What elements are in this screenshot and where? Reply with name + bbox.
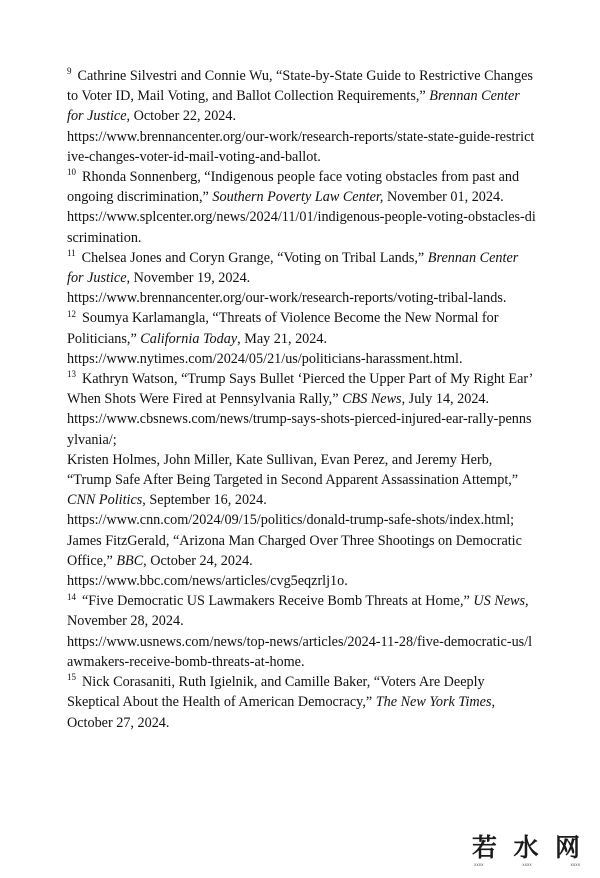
footnote-line — [67, 288, 537, 308]
footnote-number: 14 — [67, 591, 76, 602]
footnote-line — [67, 308, 537, 348]
citation-text: Soumya Karlamangla, “Threats of Violence Become the New Normal for Politicians,” — [67, 310, 499, 347]
footnote-line — [67, 127, 537, 167]
footnotes-list — [67, 66, 537, 733]
footnote-line — [67, 167, 537, 207]
footnote-13 — [67, 369, 537, 591]
watermark-char: 水 — [513, 833, 541, 862]
footnote-url: https://www.usnews.com/news/top-news/articles/2024-11-28/five-democratic-us/lawmakers-receive-bomb-threats-at-home. — [67, 633, 533, 670]
publication-title: US News, — [473, 593, 529, 610]
footnote-line — [67, 409, 537, 449]
watermark-subtext — [472, 862, 582, 868]
publication-title: Brennan Center for Justice — [67, 88, 520, 125]
publication-title: Southern Poverty Law Center, — [212, 189, 384, 206]
footnote-number: 10 — [67, 167, 76, 178]
footnote-line — [67, 369, 537, 409]
watermark-characters — [472, 834, 582, 862]
watermark-logo — [472, 834, 582, 874]
citation-text: November 28, 2024. — [67, 613, 184, 630]
footnote-number: 15 — [67, 672, 76, 683]
publication-title: BBC — [116, 552, 144, 569]
footnote-url: https://www.cnn.com/2024/09/15/politics/donald-trump-safe-shots/index.html; — [67, 512, 515, 529]
publication-title: CBS News — [342, 391, 402, 408]
footnote-line — [67, 531, 537, 571]
footnote-line — [67, 672, 537, 733]
footnote-9 — [67, 66, 537, 167]
watermark-sub: xxxx — [474, 862, 484, 867]
citation-text: , May 21, 2024. — [237, 330, 327, 347]
citation-text: Nick Corasaniti, Ruth Igielnik, and Camille Baker, “Voters Are Deeply Skeptical About the Health of American Democracy,” — [67, 674, 485, 711]
citation-text: Chelsea Jones and Coryn Grange, “Voting on Tribal Lands,” — [81, 249, 428, 266]
footnote-url: https://www.splcenter.org/news/2024/11/01/indigenous-people-voting-obstacles-discrimination. — [67, 209, 536, 246]
footnote-line — [67, 510, 537, 530]
watermark-char: 网 — [554, 833, 582, 862]
footnote-line — [67, 632, 537, 672]
footnote-number: 9 — [67, 66, 72, 77]
footnote-url: https://www.bbc.com/news/articles/cvg5eqzrlj1o. — [67, 573, 348, 590]
footnote-line — [67, 66, 537, 127]
citation-text: “Five Democratic US Lawmakers Receive Bomb Threats at Home,” — [82, 593, 474, 610]
publication-title: The New York Times — [375, 694, 492, 711]
footnote-url: https://www.nytimes.com/2024/05/21/us/politicians-harassment.html. — [67, 350, 463, 367]
footnote-number: 13 — [67, 369, 76, 380]
footnote-line — [67, 248, 537, 288]
citation-text: , September 16, 2024. — [142, 492, 267, 509]
publication-title: Brennan Center for Justice — [67, 249, 519, 287]
footnote-number: 11 — [67, 248, 76, 259]
citation-text: , October 27, 2024. — [67, 694, 496, 731]
citation-text: Kristen Holmes, John Miller, Kate Sullivan, Evan Perez, and Jeremy Herb, “Trump Safe After Being Targeted in Second Apparent Assassination Attempt,” — [67, 451, 519, 489]
footnote-line — [67, 571, 537, 591]
footnote-11 — [67, 248, 537, 309]
citation-text: Kathryn Watson, “Trump Says Bullet ‘Pierced the Upper Part of My Right Ear’ When Shots Were Fired at Pennsylvania Rally,” — [67, 371, 533, 408]
citation-text: Rhonda Sonnenberg, “Indigenous people face voting obstacles from past and ongoing discrimination,” — [67, 169, 520, 206]
footnote-line — [67, 591, 537, 631]
footnote-url: https://www.brennancenter.org/our-work/research-reports/voting-tribal-lands. — [67, 290, 507, 307]
publication-title: CNN Politics — [67, 492, 143, 509]
footnote-line — [67, 207, 537, 247]
footnote-15 — [67, 672, 537, 733]
citation-text: , October 24, 2024. — [143, 552, 253, 569]
publication-title: California Today — [140, 330, 238, 347]
footnote-line — [67, 450, 537, 511]
citation-text: , July 14, 2024. — [401, 391, 490, 408]
watermark-char: 若 — [472, 833, 500, 862]
footnote-url: https://www.brennancenter.org/our-work/research-reports/state-state-guide-restrictive-changes-voter-id-mail-voting-and-ballot. — [67, 128, 535, 165]
footnote-line — [67, 349, 537, 369]
citation-text: , October 22, 2024. — [126, 108, 237, 125]
citation-text: November 01, 2024. — [383, 189, 504, 206]
footnote-number: 12 — [67, 308, 76, 319]
footnote-12 — [67, 308, 537, 369]
watermark-sub: xxxx — [522, 862, 532, 867]
footnote-14 — [67, 591, 537, 672]
citation-text: , November 19, 2024. — [126, 270, 251, 287]
citation-text: Cathrine Silvestri and Connie Wu, “State-by-State Guide to Restrictive Changes to Voter ID, Mail Voting, and Ballot Collection Requirements,” — [67, 68, 533, 105]
citation-text: James FitzGerald, “Arizona Man Charged Over Three Shootings on Democratic Office,” — [67, 532, 522, 569]
footnote-10 — [67, 167, 537, 248]
footnote-url: https://www.cbsnews.com/news/trump-says-shots-pierced-injured-ear-rally-pennsylvania/; — [67, 411, 532, 448]
watermark-sub: xxxx — [570, 862, 580, 867]
